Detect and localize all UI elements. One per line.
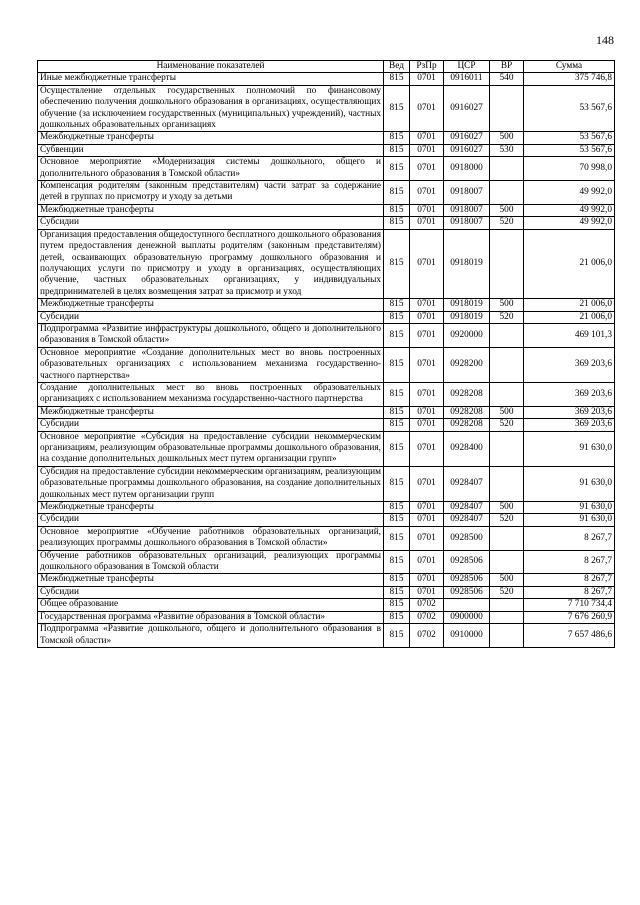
- cell-vr: 500: [490, 502, 524, 514]
- table-row: [38, 574, 615, 586]
- cell-ved: 815: [384, 466, 410, 501]
- cell-name: Межбюджетные трансферты: [38, 299, 384, 311]
- cell-rzpr: 0701: [410, 574, 444, 586]
- cell-rzpr: 0701: [410, 550, 444, 574]
- cell-csr: 0916027: [444, 132, 490, 144]
- cell-csr: 0918019: [444, 311, 490, 323]
- table-row: [38, 502, 615, 514]
- budget-table: [37, 60, 615, 648]
- cell-ved: 815: [384, 181, 410, 205]
- cell-ved: 815: [384, 323, 410, 347]
- cell-name: Субсидии: [38, 311, 384, 323]
- cell-vr: [490, 431, 524, 466]
- cell-name: Субсидии: [38, 586, 384, 598]
- cell-name: Обучение работников образовательных организаций, реализующих программы дошкольного образования в Томской области: [38, 550, 384, 574]
- cell-sum: 469 101,3: [524, 323, 615, 347]
- column-header-sum: Сумма: [524, 61, 615, 73]
- cell-sum: 7 676 260,9: [524, 611, 615, 623]
- table-header-row: [38, 61, 615, 73]
- cell-name: Субсидии: [38, 419, 384, 431]
- cell-ved: 815: [384, 85, 410, 132]
- table-row: [38, 217, 615, 229]
- cell-vr: 500: [490, 299, 524, 311]
- cell-sum: 369 203,6: [524, 406, 615, 418]
- cell-name: Субвенции: [38, 144, 384, 156]
- cell-ved: 815: [384, 73, 410, 85]
- cell-rzpr: 0701: [410, 229, 444, 298]
- table-row: [38, 204, 615, 216]
- cell-ved: 815: [384, 299, 410, 311]
- cell-csr: 0928500: [444, 526, 490, 550]
- table-row: [38, 157, 615, 181]
- cell-ved: 815: [384, 311, 410, 323]
- cell-ved: 815: [384, 229, 410, 298]
- cell-rzpr: 0701: [410, 323, 444, 347]
- cell-csr: 0910000: [444, 624, 490, 648]
- table-row: [38, 229, 615, 298]
- cell-vr: 500: [490, 204, 524, 216]
- cell-csr: 0928400: [444, 431, 490, 466]
- cell-sum: 49 992,0: [524, 204, 615, 216]
- table-row: [38, 526, 615, 550]
- cell-vr: [490, 181, 524, 205]
- cell-rzpr: 0701: [410, 311, 444, 323]
- cell-vr: [490, 323, 524, 347]
- page-number: 148: [596, 33, 614, 47]
- table-row: [38, 419, 615, 431]
- cell-ved: 815: [384, 347, 410, 382]
- cell-sum: 91 630,0: [524, 466, 615, 501]
- cell-sum: 91 630,0: [524, 514, 615, 526]
- cell-sum: 91 630,0: [524, 431, 615, 466]
- cell-name: Основное мероприятие «Создание дополнительных мест во вновь построенных образовательных организациях с использованием механизма государственно-частного партнерства»: [38, 347, 384, 382]
- cell-ved: 815: [384, 419, 410, 431]
- cell-sum: 91 630,0: [524, 502, 615, 514]
- table-row: [38, 132, 615, 144]
- cell-vr: [490, 599, 524, 611]
- cell-ved: 815: [384, 382, 410, 406]
- cell-csr: 0916027: [444, 144, 490, 156]
- table-row: [38, 382, 615, 406]
- cell-vr: 520: [490, 311, 524, 323]
- cell-csr: 0928200: [444, 347, 490, 382]
- cell-ved: 815: [384, 406, 410, 418]
- cell-ved: 815: [384, 132, 410, 144]
- cell-rzpr: 0702: [410, 611, 444, 623]
- cell-vr: [490, 347, 524, 382]
- cell-vr: 530: [490, 144, 524, 156]
- cell-rzpr: 0701: [410, 347, 444, 382]
- cell-sum: 7 657 486,6: [524, 624, 615, 648]
- cell-ved: 815: [384, 624, 410, 648]
- cell-vr: 500: [490, 574, 524, 586]
- cell-name: Субсидия на предоставление субсидии некоммерческим организациям, реализующим образовательные программы дошкольного образования, на создание дополнительных дошкольных мест путем организации групп: [38, 466, 384, 501]
- cell-csr: 0918007: [444, 204, 490, 216]
- cell-vr: [490, 157, 524, 181]
- cell-csr: 0918007: [444, 217, 490, 229]
- table-row: [38, 466, 615, 501]
- cell-csr: 0918019: [444, 229, 490, 298]
- cell-csr: 0928506: [444, 586, 490, 598]
- cell-sum: 21 006,0: [524, 299, 615, 311]
- cell-name: Основное мероприятие «Обучение работников образовательных организаций, реализующих программы дошкольного образования в Томской области»: [38, 526, 384, 550]
- cell-vr: [490, 526, 524, 550]
- table-row: [38, 144, 615, 156]
- cell-vr: 500: [490, 406, 524, 418]
- column-header-name: Наименование показателей: [38, 61, 384, 73]
- cell-csr: 0900000: [444, 611, 490, 623]
- cell-vr: [490, 382, 524, 406]
- table-row: [38, 624, 615, 648]
- cell-ved: 815: [384, 157, 410, 181]
- table-row: [38, 181, 615, 205]
- cell-sum: 7 710 734,4: [524, 599, 615, 611]
- cell-ved: 815: [384, 526, 410, 550]
- cell-name: Субсидии: [38, 217, 384, 229]
- cell-ved: 815: [384, 502, 410, 514]
- cell-ved: 815: [384, 599, 410, 611]
- cell-rzpr: 0701: [410, 514, 444, 526]
- cell-csr: [444, 599, 490, 611]
- cell-csr: 0928407: [444, 466, 490, 501]
- cell-sum: 70 998,0: [524, 157, 615, 181]
- table-row: [38, 311, 615, 323]
- cell-rzpr: 0701: [410, 299, 444, 311]
- cell-ved: 815: [384, 144, 410, 156]
- cell-vr: [490, 611, 524, 623]
- cell-rzpr: 0701: [410, 157, 444, 181]
- cell-rzpr: 0701: [410, 526, 444, 550]
- cell-name: Подпрограмма «Развитие инфраструктуры дошкольного, общего и дополнительного образования в Томской области»: [38, 323, 384, 347]
- cell-name: Субсидии: [38, 514, 384, 526]
- cell-csr: 0920000: [444, 323, 490, 347]
- table-row: [38, 406, 615, 418]
- cell-ved: 815: [384, 586, 410, 598]
- cell-rzpr: 0701: [410, 204, 444, 216]
- cell-ved: 815: [384, 217, 410, 229]
- cell-vr: 500: [490, 132, 524, 144]
- cell-vr: [490, 624, 524, 648]
- cell-rzpr: 0701: [410, 586, 444, 598]
- cell-ved: 815: [384, 574, 410, 586]
- cell-name: Основное мероприятие «Субсидия на предоставление субсидии некоммерческим организациям, реализующим образовательные программы дошкольного образования, на создание дополнительных дошкольных мест путем организации групп»: [38, 431, 384, 466]
- cell-vr: 520: [490, 217, 524, 229]
- table-row: [38, 586, 615, 598]
- cell-name: Осуществление отдельных государственных полномочий по финансовому обеспечению получения дошкольного образования в организациях, осуществляющих обучение (за исключением государственных (муниципальных) учреждений), частных дошкольных образовательных организациях: [38, 85, 384, 132]
- table-row: [38, 323, 615, 347]
- table-row: [38, 347, 615, 382]
- cell-sum: 8 267,7: [524, 586, 615, 598]
- cell-sum: 8 267,7: [524, 574, 615, 586]
- cell-sum: 8 267,7: [524, 550, 615, 574]
- cell-sum: 369 203,6: [524, 347, 615, 382]
- cell-vr: [490, 550, 524, 574]
- cell-name: Общее образование: [38, 599, 384, 611]
- cell-csr: 0928506: [444, 574, 490, 586]
- cell-sum: 49 992,0: [524, 217, 615, 229]
- table-row: [38, 299, 615, 311]
- cell-rzpr: 0701: [410, 85, 444, 132]
- cell-vr: [490, 466, 524, 501]
- cell-csr: 0928407: [444, 502, 490, 514]
- cell-csr: 0928208: [444, 406, 490, 418]
- table-row: [38, 431, 615, 466]
- cell-sum: 53 567,6: [524, 144, 615, 156]
- cell-rzpr: 0701: [410, 502, 444, 514]
- cell-sum: 8 267,7: [524, 526, 615, 550]
- cell-name: Государственная программа «Развитие образования в Томской области»: [38, 611, 384, 623]
- table-row: [38, 611, 615, 623]
- cell-csr: 0928208: [444, 382, 490, 406]
- cell-sum: 375 746,8: [524, 73, 615, 85]
- cell-ved: 815: [384, 204, 410, 216]
- cell-rzpr: 0701: [410, 144, 444, 156]
- cell-rzpr: 0701: [410, 419, 444, 431]
- cell-csr: 0916027: [444, 85, 490, 132]
- cell-rzpr: 0702: [410, 624, 444, 648]
- cell-vr: [490, 229, 524, 298]
- cell-vr: [490, 85, 524, 132]
- cell-vr: 540: [490, 73, 524, 85]
- cell-name: Межбюджетные трансферты: [38, 204, 384, 216]
- cell-rzpr: 0701: [410, 73, 444, 85]
- column-header-rzpr: РзПр: [410, 61, 444, 73]
- table-row: [38, 85, 615, 132]
- cell-rzpr: 0702: [410, 599, 444, 611]
- table-row: [38, 599, 615, 611]
- table-row: [38, 73, 615, 85]
- cell-vr: 520: [490, 514, 524, 526]
- cell-name: Иные межбюджетные трансферты: [38, 73, 384, 85]
- cell-rzpr: 0701: [410, 181, 444, 205]
- cell-rzpr: 0701: [410, 431, 444, 466]
- cell-name: Организация предоставления общедоступного бесплатного дошкольного образования путем предоставления денежной выплаты родителям (законным представителям) детей, осваивающих образовательную программу дошкольного образования и получающих услуги по присмотру и уходу в организациях, осуществляющих обучение, частных образовательных организациях, у индивидуальных предпринимателей в целях возмещения затрат за присмотр и уход: [38, 229, 384, 298]
- column-header-csr: ЦСР: [444, 61, 490, 73]
- cell-rzpr: 0701: [410, 406, 444, 418]
- cell-name: Основное мероприятие «Модернизация системы дошкольного, общего и дополнительного образования в Томской области»: [38, 157, 384, 181]
- cell-csr: 0918000: [444, 157, 490, 181]
- table-row: [38, 514, 615, 526]
- cell-rzpr: 0701: [410, 466, 444, 501]
- cell-csr: 0928506: [444, 550, 490, 574]
- cell-name: Подпрограмма «Развитие дошкольного, общего и дополнительного образования в Томской области»: [38, 624, 384, 648]
- cell-ved: 815: [384, 514, 410, 526]
- cell-csr: 0918019: [444, 299, 490, 311]
- cell-rzpr: 0701: [410, 382, 444, 406]
- cell-sum: 369 203,6: [524, 382, 615, 406]
- cell-name: Межбюджетные трансферты: [38, 132, 384, 144]
- cell-ved: 815: [384, 611, 410, 623]
- cell-vr: 520: [490, 586, 524, 598]
- cell-ved: 815: [384, 431, 410, 466]
- cell-csr: 0918007: [444, 181, 490, 205]
- cell-sum: 53 567,6: [524, 132, 615, 144]
- cell-vr: 520: [490, 419, 524, 431]
- cell-ved: 815: [384, 550, 410, 574]
- cell-name: Межбюджетные трансферты: [38, 406, 384, 418]
- table-body: [38, 73, 615, 648]
- cell-name: Межбюджетные трансферты: [38, 574, 384, 586]
- column-header-ved: Вед: [384, 61, 410, 73]
- cell-sum: 21 006,0: [524, 311, 615, 323]
- cell-csr: 0928208: [444, 419, 490, 431]
- cell-csr: 0916011: [444, 73, 490, 85]
- cell-name: Межбюджетные трансферты: [38, 502, 384, 514]
- column-header-vr: ВР: [490, 61, 524, 73]
- cell-rzpr: 0701: [410, 217, 444, 229]
- cell-name: Создание дополнительных мест во вновь построенных образовательных организациях с использованием механизма государственно-частного партнерства: [38, 382, 384, 406]
- cell-sum: 369 203,6: [524, 419, 615, 431]
- cell-sum: 53 567,6: [524, 85, 615, 132]
- cell-sum: 21 006,0: [524, 229, 615, 298]
- cell-rzpr: 0701: [410, 132, 444, 144]
- cell-name: Компенсация родителям (законным представителям) части затрат за содержание детей в группах по присмотру и уходу за детьми: [38, 181, 384, 205]
- cell-sum: 49 992,0: [524, 181, 615, 205]
- cell-csr: 0928407: [444, 514, 490, 526]
- table-row: [38, 550, 615, 574]
